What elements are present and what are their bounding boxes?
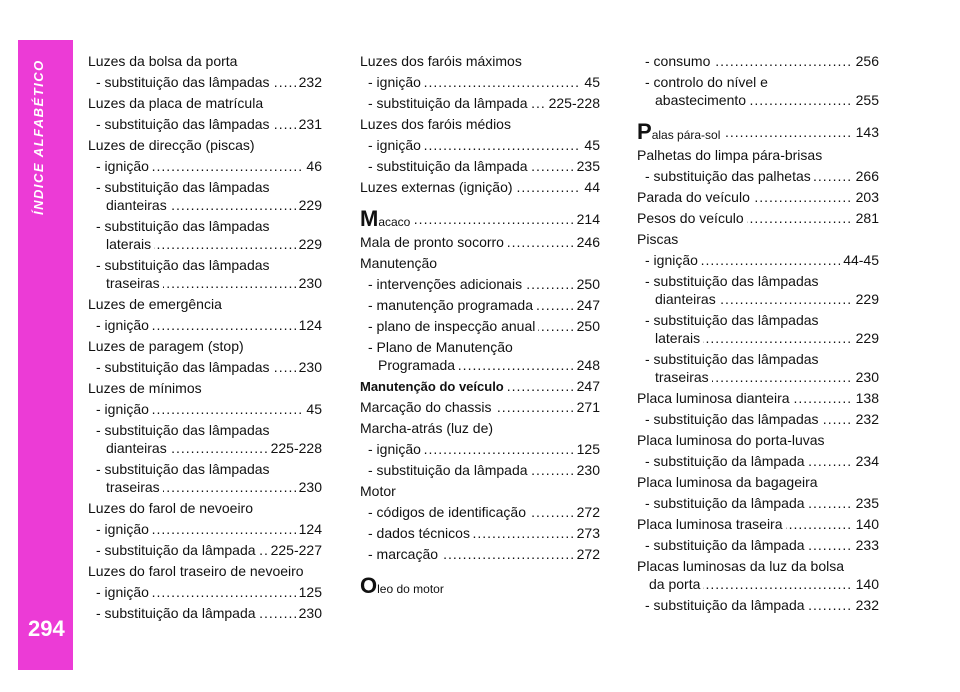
page-ref: 230: [853, 368, 879, 386]
page-number: 294: [28, 616, 65, 641]
page-ref: 225-227: [268, 541, 322, 559]
page-ref: 272: [574, 545, 600, 563]
entry-text: - ignição: [360, 441, 424, 457]
entry-text: - substituição das lâmpadas: [637, 312, 822, 328]
entry-text: Luzes de direcção (piscas): [88, 137, 258, 153]
page-ref: 230: [296, 604, 322, 622]
index-subentry: [360, 503, 600, 521]
page-ref: 124: [296, 316, 322, 334]
entry-text: - substituição das lâmpadas: [88, 74, 273, 90]
index-entry: [637, 188, 879, 206]
page-ref: 44: [581, 178, 600, 196]
index-subentry: [637, 368, 879, 386]
page-ref: 234: [853, 452, 879, 470]
page-ref: 45: [581, 136, 600, 154]
entry-text: laterais: [88, 236, 154, 252]
index-entry: [637, 575, 879, 593]
page-ref: 250: [574, 317, 600, 335]
entry-text: traseiras: [88, 479, 163, 495]
index-subentry: [360, 338, 600, 356]
index-subentry: [637, 536, 879, 554]
page-ref: 140: [853, 515, 879, 533]
page-ref: 271: [574, 398, 600, 416]
entry-text: - substituição das lâmpadas: [88, 359, 273, 375]
index-entry: [360, 419, 600, 437]
entry-text: - substituição da lâmpada: [637, 537, 808, 553]
entry-text: dianteiras: [88, 440, 170, 456]
page-ref: 214: [574, 208, 600, 230]
entry-text: - intervenções adicionais: [360, 276, 525, 292]
index-subentry: [88, 73, 322, 91]
index-entry: [637, 146, 879, 164]
entry-text: Luzes da placa de matrícula: [88, 95, 266, 111]
entry-text: Pesos do veículo: [637, 210, 747, 226]
page-ref: 138: [853, 389, 879, 407]
index-entry: [88, 52, 322, 70]
page-ref: 230: [296, 478, 322, 496]
page-ref: 273: [574, 524, 600, 542]
page-ref: 233: [853, 536, 879, 554]
page-ref: 230: [296, 274, 322, 292]
index-subentry: [637, 350, 879, 368]
index-subentry: [637, 329, 879, 347]
index-entry: [88, 136, 322, 154]
index-column-1: [88, 52, 322, 625]
entry-text: Parada do veículo: [637, 189, 753, 205]
page-ref: 281: [853, 209, 879, 227]
entry-text: - substituição das lâmpadas: [88, 461, 273, 477]
entry-text: da porta: [637, 576, 703, 592]
index-subentry: [88, 478, 322, 496]
entry-text: - ignição: [88, 401, 152, 417]
index-entry: [88, 337, 322, 355]
entry-text: - substituição da lâmpada: [637, 453, 808, 469]
index-subentry: [88, 316, 322, 334]
page-ref: 248: [574, 356, 600, 374]
entry-text: traseiras: [637, 369, 712, 385]
index-entry: [637, 557, 879, 575]
page-ref: 247: [574, 377, 600, 395]
index-subentry: [88, 235, 322, 253]
entry-text: Manutenção do veículo: [360, 379, 507, 394]
index-subentry: [360, 524, 600, 542]
entry-text: - ignição: [88, 158, 152, 174]
entry-text: Marcha-atrás (luz de): [360, 420, 496, 436]
index-entry: [360, 482, 600, 500]
page-ref: 229: [296, 196, 322, 214]
entry-text: Luzes do farol traseiro de nevoeiro: [88, 563, 307, 579]
index-entry: [88, 379, 322, 397]
index-subentry: [88, 583, 322, 601]
entry-text: Oleo do motor: [360, 580, 447, 596]
entry-text: - substituição das lâmpadas: [637, 351, 822, 367]
entry-text: dianteiras: [637, 291, 719, 307]
page-ref: 125: [574, 440, 600, 458]
entry-text: Piscas: [637, 231, 681, 247]
page-ref: 255: [853, 91, 879, 109]
index-subentry: [637, 52, 879, 70]
page-ref: 272: [574, 503, 600, 521]
index-column-2: [360, 52, 600, 600]
entry-text: - substituição das lâmpadas: [88, 257, 273, 273]
index-entry: [88, 562, 322, 580]
index-subentry: [360, 136, 600, 154]
index-subentry: [360, 275, 600, 293]
index-subentry: [360, 545, 600, 563]
index-entry: [637, 389, 879, 407]
index-subentry: [88, 217, 322, 235]
index-entry: [360, 178, 600, 196]
index-subentry: [88, 460, 322, 478]
entry-text: - ignição: [88, 521, 152, 537]
page-ref: 203: [853, 188, 879, 206]
drop-initial: O: [360, 575, 378, 597]
index-subentry: [637, 91, 879, 109]
index-subentry: [360, 157, 600, 175]
page-ref: 231: [296, 115, 322, 133]
entry-text: - códigos de identificação: [360, 504, 529, 520]
index-subentry: [637, 494, 879, 512]
index-entry: [360, 575, 600, 597]
page-ref: 45: [581, 73, 600, 91]
entry-text: Placa luminosa da bagageira: [637, 474, 821, 490]
index-entry: [88, 499, 322, 517]
index-subentry: [637, 167, 879, 185]
page-ref: 229: [296, 235, 322, 253]
section-title: ÍNDICE ALFABÉTICO: [31, 59, 46, 215]
page-ref: 232: [853, 410, 879, 428]
index-subentry: [88, 604, 322, 622]
entry-text: Luzes de emergência: [88, 296, 225, 312]
entry-text: Placa luminosa do porta-luvas: [637, 432, 828, 448]
index-entry: [360, 233, 600, 251]
page-ref: 235: [574, 157, 600, 175]
page-ref: 225-228: [268, 439, 322, 457]
entry-text: - ignição: [360, 74, 424, 90]
index-entry: [637, 515, 879, 533]
index-subentry: [637, 251, 879, 269]
entry-text: - marcação: [360, 546, 441, 562]
index-entry: [88, 94, 322, 112]
page-ref: 225-228: [546, 94, 600, 112]
page-ref: 246: [574, 233, 600, 251]
entry-text: Luzes dos faróis médios: [360, 116, 514, 132]
entry-text: - substituição das lâmpadas: [88, 422, 273, 438]
entry-text: Luzes da bolsa da porta: [88, 53, 240, 69]
index-entry: [360, 398, 600, 416]
entry-text: - substituição da lâmpada: [360, 95, 531, 111]
entry-text: Palas pára-sol: [637, 126, 723, 142]
index-entry: [360, 254, 600, 272]
page-ref: 235: [853, 494, 879, 512]
entry-text: Placa luminosa dianteira: [637, 390, 793, 406]
index-subentry: [88, 421, 322, 439]
page-ref: 256: [853, 52, 879, 70]
entry-text: - consumo: [637, 53, 713, 69]
page-ref: 229: [853, 290, 879, 308]
page-ref: 230: [296, 358, 322, 376]
entry-text: - substituição da lâmpada: [637, 597, 808, 613]
entry-text: Luzes externas (ignição): [360, 179, 516, 195]
entry-text: traseiras: [88, 275, 163, 291]
entry-text: - substituição das lâmpadas: [88, 179, 273, 195]
entry-text: Palhetas do limpa pára-brisas: [637, 147, 825, 163]
entry-text: Luzes de mínimos: [88, 380, 205, 396]
page-ref: 124: [296, 520, 322, 538]
page-ref: 247: [574, 296, 600, 314]
entry-text: - ignição: [637, 252, 701, 268]
page-ref: 229: [853, 329, 879, 347]
index-subentry: [360, 296, 600, 314]
index-subentry: [360, 94, 600, 112]
index-subentry: [88, 274, 322, 292]
index-subentry: [88, 541, 322, 559]
entry-text: Motor: [360, 483, 399, 499]
page-ref: 45: [303, 400, 322, 418]
entry-text: abastecimento: [637, 92, 749, 108]
entry-text: dianteiras: [88, 197, 170, 213]
entry-text: - substituição das lâmpadas: [88, 116, 273, 132]
entry-text: - substituição das lâmpadas: [88, 218, 273, 234]
index-subentry: [637, 596, 879, 614]
index-subentry: [637, 311, 879, 329]
drop-initial: P: [637, 121, 652, 143]
index-subentry: [360, 461, 600, 479]
entry-text: Mala de pronto socorro: [360, 234, 507, 250]
index-subentry: [88, 400, 322, 418]
index-subentry: [88, 115, 322, 133]
index-subentry: [88, 439, 322, 457]
entry-text: - substituição da lâmpada: [360, 462, 531, 478]
entry-text: - substituição das palhetas: [637, 168, 814, 184]
index-entry: [637, 209, 879, 227]
entry-text: - substituição da lâmpada: [88, 542, 259, 558]
index-entry: [360, 115, 600, 133]
entry-text: - ignição: [88, 584, 152, 600]
index-subentry: [88, 178, 322, 196]
index-subentry: [88, 256, 322, 274]
entry-text: - substituição da lâmpada: [88, 605, 259, 621]
entry-text: - substituição das lâmpadas: [637, 411, 822, 427]
index-subentry: [637, 290, 879, 308]
index-entry: [637, 431, 879, 449]
page-ref: 232: [296, 73, 322, 91]
entry-text: Placa luminosa traseira: [637, 516, 786, 532]
index-entry: [360, 52, 600, 70]
index-subentry: [88, 157, 322, 175]
index-subentry: [88, 520, 322, 538]
entry-text: Placas luminosas da luz da bolsa: [637, 558, 847, 574]
entry-text: - plano de inspecção anual: [360, 318, 538, 334]
index-entry: [637, 121, 879, 143]
index-subentry: [637, 410, 879, 428]
index-subentry: [88, 358, 322, 376]
page-ref: 140: [853, 575, 879, 593]
index-entry: [360, 208, 600, 230]
page-ref: 125: [296, 583, 322, 601]
entry-text: - substituição da lâmpada: [637, 495, 808, 511]
index-subentry: [637, 452, 879, 470]
entry-text: - ignição: [88, 317, 152, 333]
page-ref: 232: [853, 596, 879, 614]
entry-text: Manutenção: [360, 255, 440, 271]
index-entry: [88, 295, 322, 313]
entry-text: Luzes dos faróis máximos: [360, 53, 525, 69]
entry-text: - substituição das lâmpadas: [637, 273, 822, 289]
entry-text: - Plano de Manutenção: [360, 339, 516, 355]
index-column-3: [637, 52, 879, 617]
entry-text: - ignição: [360, 137, 424, 153]
index-entry: [360, 377, 600, 395]
entry-text: - substituição da lâmpada: [360, 158, 531, 174]
index-subentry: [360, 356, 600, 374]
index-subentry: [637, 272, 879, 290]
index-subentry: [360, 440, 600, 458]
page-ref: 44-45: [840, 251, 879, 269]
index-entry: [637, 230, 879, 248]
entry-text: Marcação do chassis: [360, 399, 495, 415]
entry-text: Macaco: [360, 213, 413, 229]
index-subentry: [88, 196, 322, 214]
entry-text: Luzes de paragem (stop): [88, 338, 247, 354]
index-subentry: [360, 317, 600, 335]
entry-text: - manutenção programada: [360, 297, 536, 313]
index-entry: [637, 473, 879, 491]
entry-text: laterais: [637, 330, 703, 346]
page-ref: 250: [574, 275, 600, 293]
page-ref: 143: [853, 121, 879, 143]
drop-initial: M: [360, 208, 379, 230]
entry-text: Programada: [360, 357, 458, 373]
page-ref: 46: [303, 157, 322, 175]
index-subentry: [637, 73, 879, 91]
entry-text: - dados técnicos: [360, 525, 473, 541]
page-ref: 266: [853, 167, 879, 185]
entry-text: Luzes do farol de nevoeiro: [88, 500, 256, 516]
index-subentry: [360, 73, 600, 91]
entry-text: - controlo do nível e: [637, 74, 771, 90]
page-ref: 230: [574, 461, 600, 479]
